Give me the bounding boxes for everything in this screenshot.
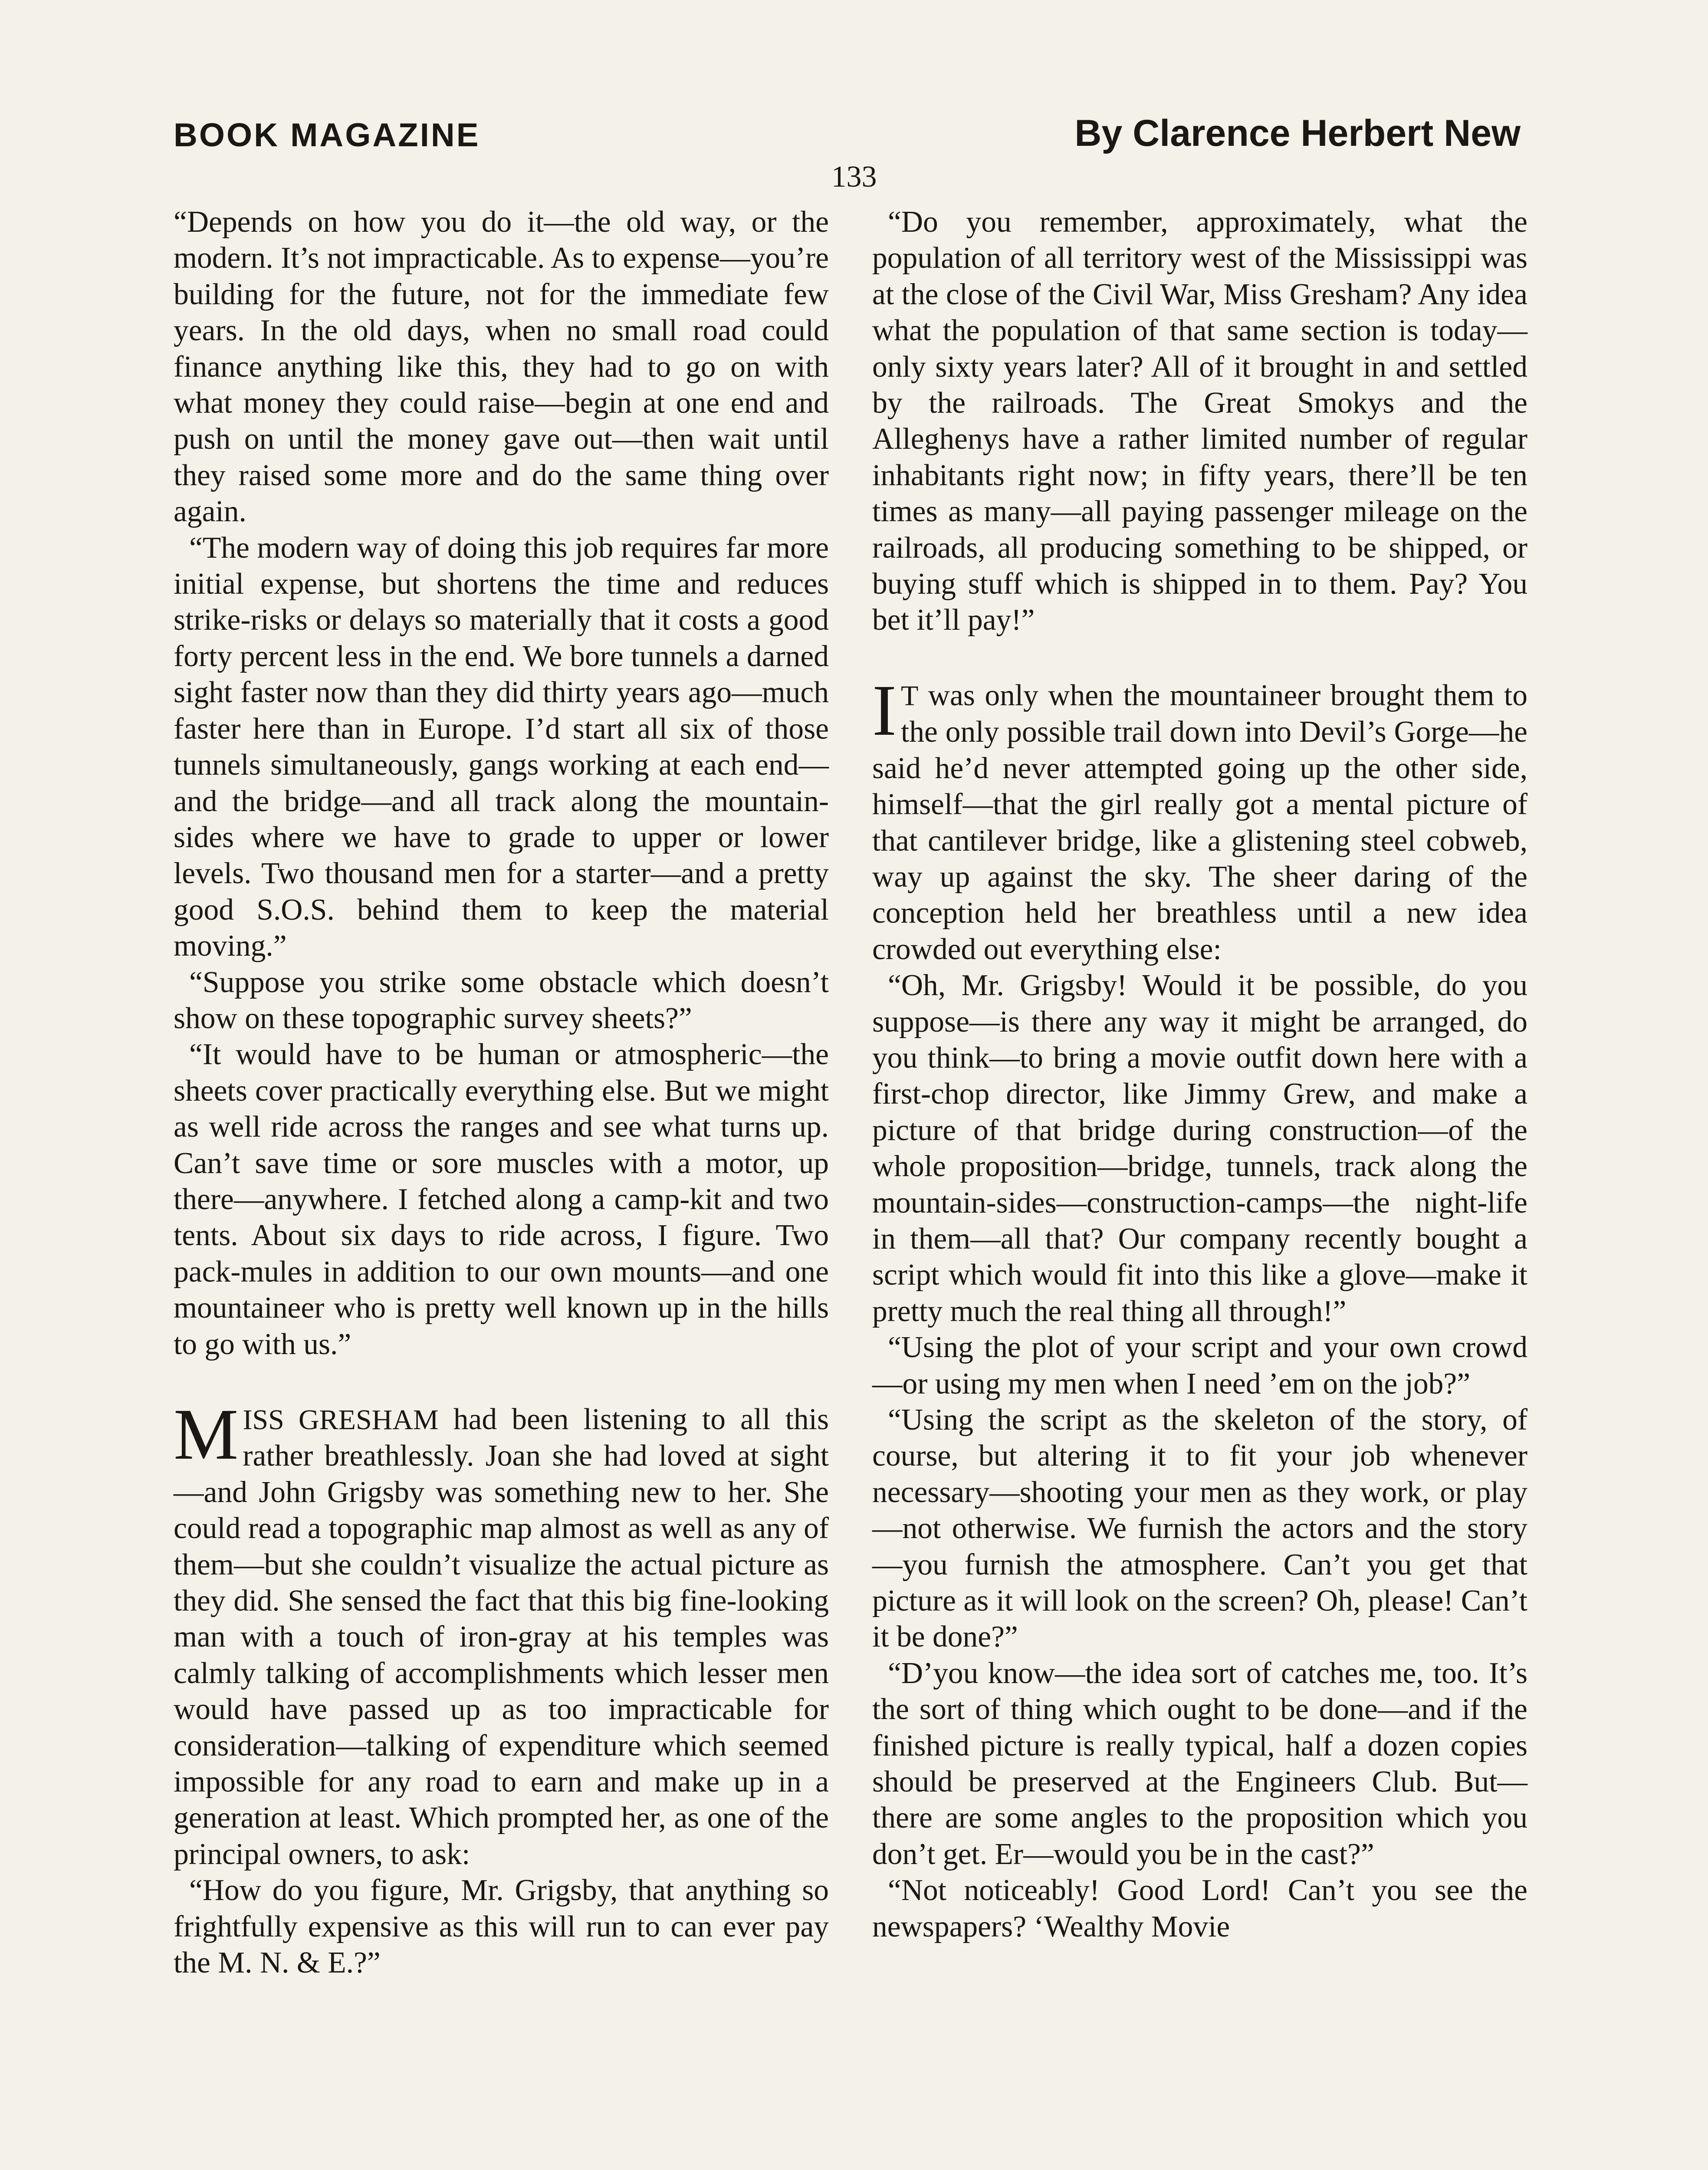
right-column <box>872 204 1527 1945</box>
paragraph: “It would have to be human or atmospheric—the sheets cover practically everything else. But we might as well ride across the ranges and see what turns up. Can’t save time or sore muscles with a motor, up there—anywhere. I fetched along a camp-kit and two tents. About six days to ride across, I figure. Two pack-mules in addition to our own mounts—and one mountaineer who is pretty well known up in the hills to go with us.” <box>174 1038 829 1361</box>
paragraph: “Do you remember, approximately, what the population of all territory west of the Mississippi was at the close of the Civil War, Miss Gresham? Any idea what the population of that same section is today—only sixty years later? All of it brought in and settled by the railroads. The Great Smokys and the Alleghenys have a rather limited number of regular inhabitants right now; in fifty years, there’ll be ten times as many—all paying passenger mileage on the railroads, all producing something to be shipped, or buying stuff which is shipped in to them. Pay? You bet it’ll pay!” <box>872 205 1527 637</box>
drop-cap: M <box>174 1394 239 1475</box>
paragraph: “Suppose you strike some obstacle which doesn’t show on these topographic survey sheets?” <box>174 965 829 1035</box>
magazine-title: BOOK MAGAZINE <box>174 117 480 154</box>
paragraph: “Using the plot of your script and your own crowd—or using my men when I need ’em on the job?” <box>872 1331 1527 1401</box>
paragraph-text: was only when the mountaineer brought them to the only possible trail down into Devil’s Gorge—he said he’d never attempted going up the other side, himself—that the girl really got a mental picture of that cantilever bridge, like a glistening steel cobweb, way up against the sky. The sheer daring of the conception held her breathless until a new idea crowded out everything else: <box>872 678 1527 966</box>
paragraph: “Oh, Mr. Grigsby! Would it be possible, do you suppose—is there any way it might be arranged, do you think—to bring a movie outfit down here with a first-chop director, like Jimmy Grew, and make a picture of that bridge during construction—of the whole proposition—bridge, tunnels, track along the mountain-sides—construction-camps—the night-life in them—all that? Our company recently bought a script which would fit into this like a glove—make it pretty much the real thing all through!” <box>872 969 1527 1328</box>
page-number: 133 <box>831 160 877 194</box>
section-opening-paragraph <box>872 670 1527 967</box>
paragraph: “How do you figure, Mr. Grigsby, that anything so frightfully expensive as this will run to can ever pay the M. N. & E.?” <box>174 1874 829 1980</box>
left-column <box>174 204 829 1981</box>
author-byline: By Clarence Herbert New <box>1074 112 1521 154</box>
paragraph: “D’you know—the idea sort of catches me, too. It’s the sort of thing which ought to be done—and if the finished picture is really typical, half a dozen copies should be preserved at the Engineers Club. But—there are some angles to the proposition which you don’t get. Er—would you be in the cast?” <box>872 1656 1527 1871</box>
small-caps-lead: T <box>900 680 919 712</box>
paragraph: “Not noticeably! Good Lord! Can’t you see the newspapers? ‘Wealthy Movie <box>872 1874 1527 1943</box>
paragraph-text: had been listening to all this rather breathlessly. Joan she had loved at sight—and John Grigsby was something new to her. She could read a topographic map almost as well as any of them—but she couldn’t visualize the actual picture as they did. She sensed the fact that this big fine-looking man with a touch of iron-gray at his temples was calmly talking of accomplishments which lesser men would have passed up as too impracticable for consideration—talking of expenditure which seemed impossible for any road to earn and make up in a generation at least. Which prompted her, as one of the principal owners, to ask: <box>174 1403 829 1871</box>
small-caps-lead: ISS GRESHAM <box>243 1404 439 1436</box>
drop-cap: I <box>872 670 897 751</box>
paragraph: “Depends on how you do it—the old way, or the modern. It’s not impracticable. As to expense—you’re building for the future, not for the immediate few years. In the old days, when no small road could finance anything like this, they had to go on with what money they could raise—begin at one end and push on until the money gave out—then wait until they raised some more and do the same thing over again. <box>174 205 829 529</box>
section-opening-paragraph <box>174 1394 829 1872</box>
paragraph: “Using the script as the skeleton of the story, of course, but altering it to fit your job whenever necessary—shooting your men as they work, or play—not otherwise. We furnish the actors and the story—you furnish the atmosphere. Can’t you get that picture as it will look on the screen? Oh, please! Can’t it be done?” <box>872 1403 1527 1654</box>
paragraph: “The modern way of doing this job requires far more initial expense, but shortens the time and reduces strike-risks or delays so materially that it costs a good forty percent less in the end. We bore tunnels a darned sight faster now than they did thirty years ago—much faster here than in Europe. I’d start all six of those tunnels simultaneously, gangs working at each end—and the bridge—and all track along the mountain-sides where we have to grade to upper or lower levels. Two thousand men for a starter—and a pretty good S.O.S. behind them to keep the material moving.” <box>174 531 829 963</box>
